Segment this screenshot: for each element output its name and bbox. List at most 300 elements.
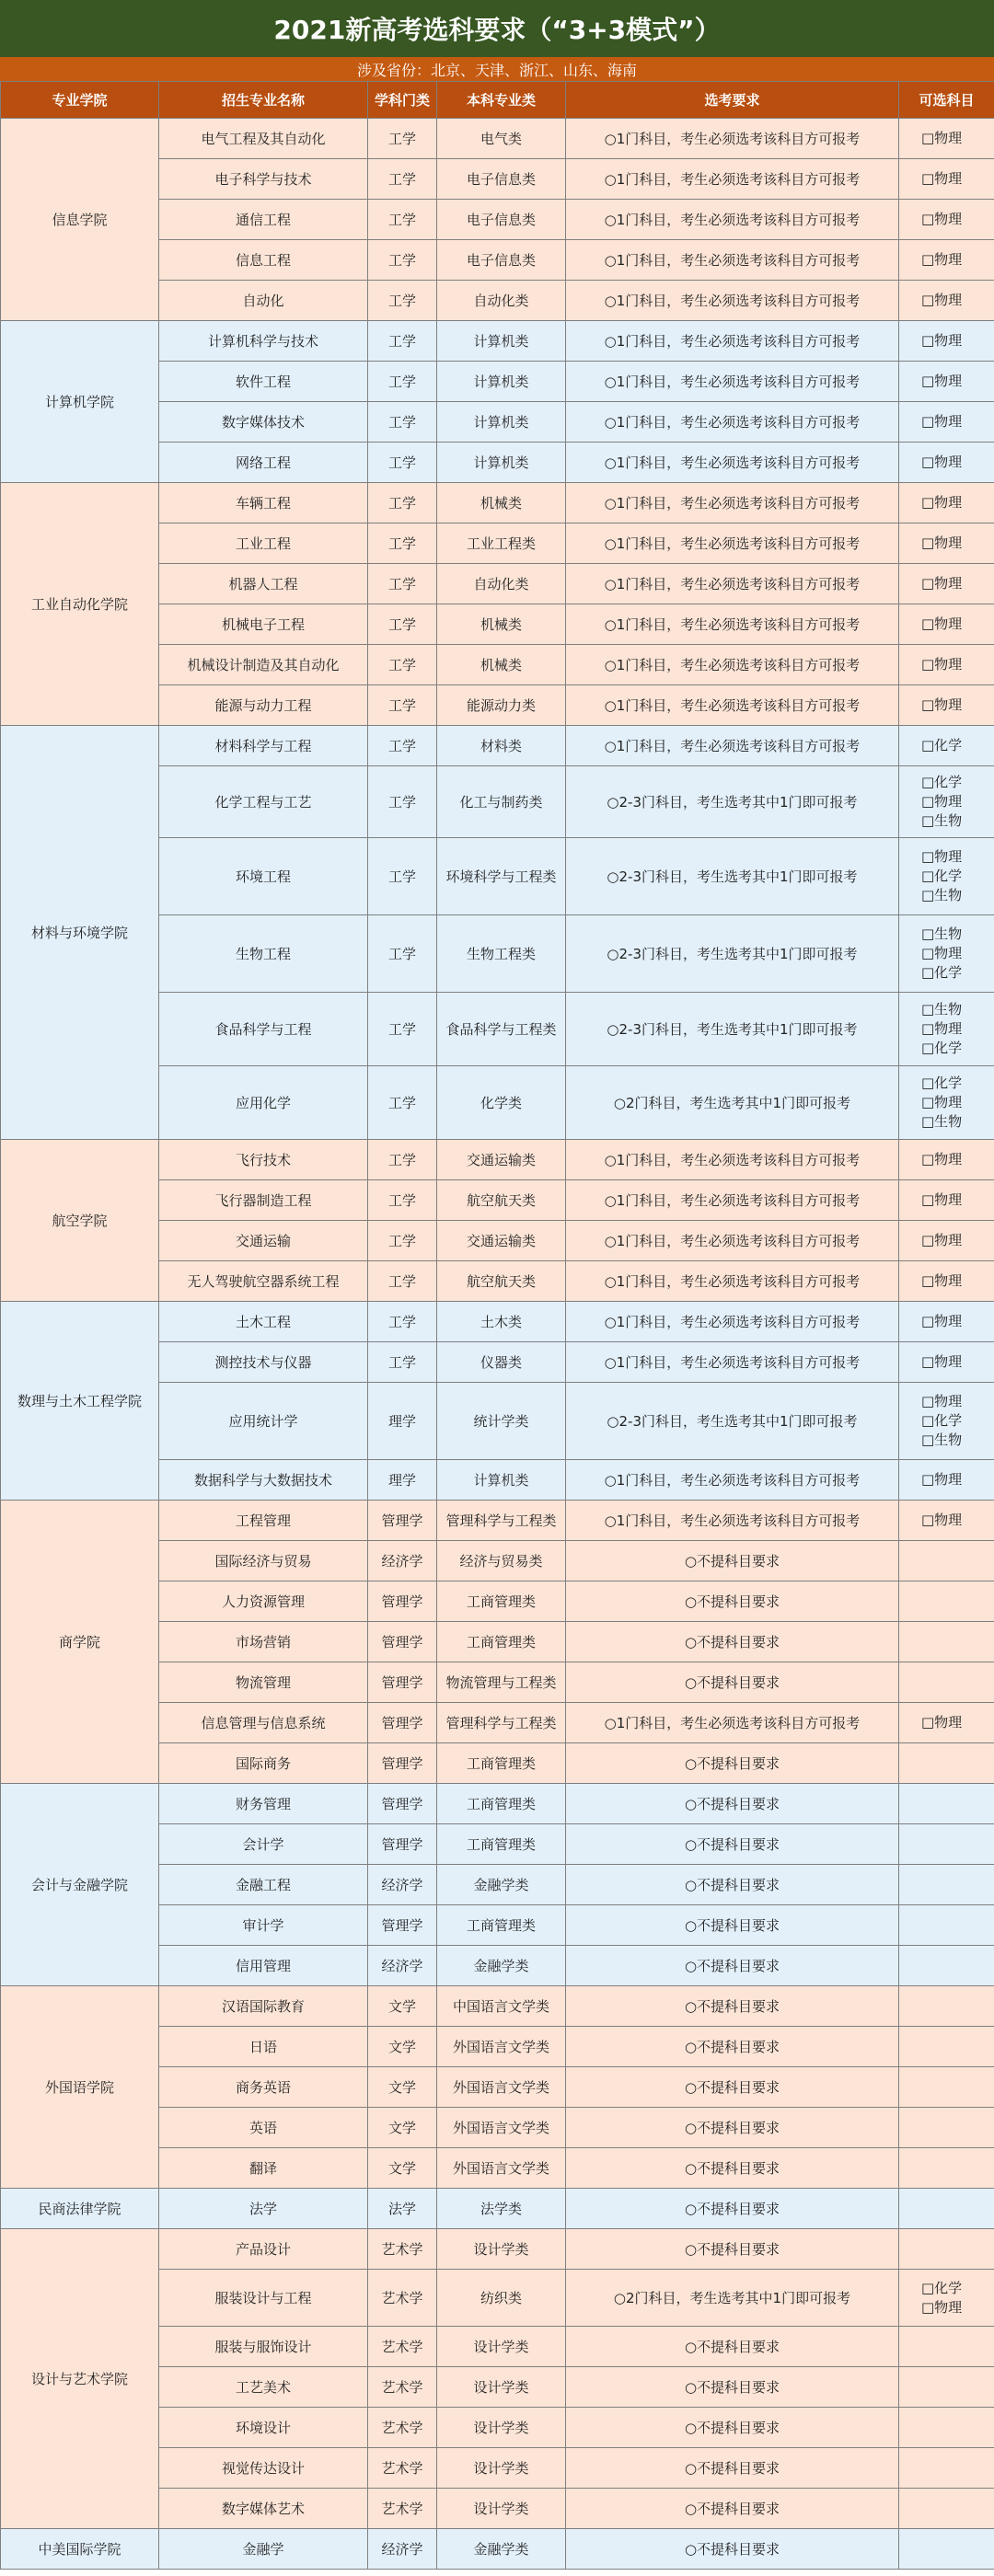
- requirement-cell: ○1门科目，考生必须选考该科目方可报考: [566, 1180, 899, 1221]
- subject-option: □生物: [921, 1432, 963, 1448]
- category-cell: 化学类: [437, 1066, 566, 1140]
- field-cell: 经济学: [368, 1865, 437, 1905]
- field-cell: 艺术学: [368, 2327, 437, 2367]
- subjects-cell: [899, 362, 994, 402]
- category-cell: 金融学类: [437, 1946, 566, 1986]
- subjects-cell: [899, 240, 994, 281]
- subject-option: □物理: [921, 251, 963, 268]
- table-header-row: [1, 82, 994, 119]
- major-name-cell: 英语: [159, 2108, 368, 2148]
- requirement-cell: ○1门科目，考生必须选考该科目方可报考: [566, 564, 899, 604]
- category-cell: 工商管理类: [437, 1743, 566, 1784]
- major-name-cell: 国际商务: [159, 1743, 368, 1784]
- column-header-category: 本科专业类: [437, 82, 566, 119]
- subject-option: □物理: [921, 2298, 963, 2316]
- requirements-table: [0, 81, 994, 2570]
- college-name-cell: 材料与环境学院: [1, 726, 159, 1140]
- college-name-cell: 外国语学院: [1, 1986, 159, 2189]
- category-cell: 外国语言文学类: [437, 2148, 566, 2189]
- requirement-cell: ○2门科目，考生选考其中1门即可报考: [566, 1066, 899, 1140]
- category-cell: 食品科学与工程类: [437, 993, 566, 1066]
- field-cell: 工学: [368, 1221, 437, 1261]
- requirement-cell: ○不提科目要求: [566, 2027, 899, 2067]
- requirement-cell: ○1门科目，考生必须选考该科目方可报考: [566, 645, 899, 685]
- subjects-cell: [899, 1703, 994, 1743]
- major-name-cell: 能源与动力工程: [159, 685, 368, 726]
- field-cell: 工学: [368, 838, 437, 915]
- category-cell: 法学类: [437, 2189, 566, 2229]
- major-name-cell: 信息工程: [159, 240, 368, 281]
- category-cell: 化工与制药类: [437, 766, 566, 838]
- college-name-cell: 航空学院: [1, 1140, 159, 1302]
- subject-option: □物理: [921, 1272, 963, 1289]
- category-cell: 纺织类: [437, 2270, 566, 2327]
- subjects-cell: [899, 1342, 994, 1383]
- subject-option: □物理: [921, 1393, 963, 1409]
- category-cell: 管理科学与工程类: [437, 1501, 566, 1541]
- category-cell: 材料类: [437, 726, 566, 766]
- subject-option: □物理: [921, 1020, 963, 1037]
- requirement-cell: ○2-3门科目，考生选考其中1门即可报考: [566, 766, 899, 838]
- field-cell: 管理学: [368, 1662, 437, 1703]
- subject-option: □物理: [921, 575, 963, 592]
- field-cell: 管理学: [368, 1824, 437, 1865]
- table-row: [1, 1140, 994, 1180]
- requirement-cell: ○不提科目要求: [566, 1662, 899, 1703]
- major-name-cell: 工业工程: [159, 523, 368, 564]
- requirement-cell: ○不提科目要求: [566, 2189, 899, 2229]
- requirement-cell: ○1门科目，考生必须选考该科目方可报考: [566, 200, 899, 240]
- category-cell: 计算机类: [437, 402, 566, 443]
- subjects-cell: [899, 1865, 994, 1905]
- major-name-cell: 服装设计与工程: [159, 2270, 368, 2327]
- table-body: [1, 119, 994, 2570]
- category-cell: 设计学类: [437, 2229, 566, 2270]
- subjects-cell: [899, 685, 994, 726]
- field-cell: 管理学: [368, 1581, 437, 1622]
- region-banner: [0, 57, 994, 81]
- major-name-cell: 财务管理: [159, 1784, 368, 1824]
- requirement-cell: ○1门科目，考生必须选考该科目方可报考: [566, 523, 899, 564]
- category-cell: 航空航天类: [437, 1261, 566, 1302]
- table-row: [1, 2189, 994, 2229]
- requirement-cell: ○1门科目，考生必须选考该科目方可报考: [566, 1221, 899, 1261]
- requirement-cell: ○2-3门科目，考生选考其中1门即可报考: [566, 915, 899, 993]
- requirement-cell: ○1门科目，考生必须选考该科目方可报考: [566, 1261, 899, 1302]
- subjects-cell: [899, 523, 994, 564]
- field-cell: 艺术学: [368, 2448, 437, 2489]
- category-cell: 管理科学与工程类: [437, 1703, 566, 1743]
- major-name-cell: 材料科学与工程: [159, 726, 368, 766]
- subjects-cell: [899, 2489, 994, 2529]
- category-cell: 外国语言文学类: [437, 2108, 566, 2148]
- field-cell: 艺术学: [368, 2229, 437, 2270]
- title-text: 2021新高考选科要求（“3+3模式”）: [273, 15, 721, 45]
- field-cell: 工学: [368, 993, 437, 1066]
- field-cell: 文学: [368, 1986, 437, 2027]
- field-cell: 工学: [368, 645, 437, 685]
- subjects-cell: [899, 483, 994, 523]
- category-cell: 计算机类: [437, 443, 566, 483]
- category-cell: 工商管理类: [437, 1581, 566, 1622]
- subjects-cell: [899, 1541, 994, 1581]
- major-name-cell: 飞行器制造工程: [159, 1180, 368, 1221]
- subject-option: □化学: [921, 2279, 963, 2296]
- requirement-cell: ○1门科目，考生必须选考该科目方可报考: [566, 604, 899, 645]
- field-cell: 文学: [368, 2067, 437, 2108]
- requirement-cell: ○不提科目要求: [566, 1905, 899, 1946]
- subject-option: □物理: [921, 793, 963, 810]
- category-cell: 工商管理类: [437, 1905, 566, 1946]
- field-cell: 工学: [368, 685, 437, 726]
- field-cell: 工学: [368, 523, 437, 564]
- column-header-major: 招生专业名称: [159, 82, 368, 119]
- subjects-cell: [899, 1066, 994, 1140]
- subjects-cell: [899, 1905, 994, 1946]
- category-cell: 自动化类: [437, 564, 566, 604]
- requirement-cell: ○1门科目，考生必须选考该科目方可报考: [566, 726, 899, 766]
- requirement-cell: ○不提科目要求: [566, 1865, 899, 1905]
- subject-option: □物理: [921, 615, 963, 632]
- column-header-field: 学科门类: [368, 82, 437, 119]
- field-cell: 工学: [368, 362, 437, 402]
- field-cell: 工学: [368, 119, 437, 159]
- table-row: [1, 1986, 994, 2027]
- category-cell: 外国语言文学类: [437, 2027, 566, 2067]
- subject-option: □物理: [921, 1714, 963, 1731]
- subject-option: □化学: [921, 737, 963, 753]
- major-name-cell: 应用统计学: [159, 1383, 368, 1460]
- subject-option: □生物: [921, 887, 963, 903]
- major-name-cell: 电子科学与技术: [159, 159, 368, 200]
- major-name-cell: 会计学: [159, 1824, 368, 1865]
- major-name-cell: 车辆工程: [159, 483, 368, 523]
- column-header-requirement: 选考要求: [566, 82, 899, 119]
- requirement-cell: ○不提科目要求: [566, 2489, 899, 2529]
- college-name-cell: 民商法律学院: [1, 2189, 159, 2229]
- major-name-cell: 飞行技术: [159, 1140, 368, 1180]
- field-cell: 工学: [368, 604, 437, 645]
- major-name-cell: 软件工程: [159, 362, 368, 402]
- subjects-cell: [899, 564, 994, 604]
- subject-option: □生物: [921, 1001, 963, 1018]
- subject-option: □化学: [921, 1040, 963, 1056]
- major-name-cell: 电气工程及其自动化: [159, 119, 368, 159]
- major-name-cell: 服装与服饰设计: [159, 2327, 368, 2367]
- subject-option: □物理: [921, 292, 963, 308]
- category-cell: 生物工程类: [437, 915, 566, 993]
- category-cell: 电子信息类: [437, 200, 566, 240]
- subject-option: □物理: [921, 454, 963, 470]
- major-name-cell: 日语: [159, 2027, 368, 2067]
- category-cell: 机械类: [437, 483, 566, 523]
- subjects-cell: [899, 1460, 994, 1501]
- subject-option: □物理: [921, 656, 963, 673]
- requirement-cell: ○2-3门科目，考生选考其中1门即可报考: [566, 993, 899, 1066]
- category-cell: 金融学类: [437, 1865, 566, 1905]
- subjects-cell: [899, 1302, 994, 1342]
- subject-option: □物理: [921, 535, 963, 551]
- subject-option: □物理: [921, 373, 963, 389]
- subject-option: □物理: [921, 1313, 963, 1329]
- field-cell: 文学: [368, 2148, 437, 2189]
- requirement-cell: ○1门科目，考生必须选考该科目方可报考: [566, 443, 899, 483]
- requirement-cell: ○不提科目要求: [566, 2148, 899, 2189]
- major-name-cell: 金融学: [159, 2529, 368, 2570]
- table-row: [1, 726, 994, 766]
- subjects-cell: [899, 2529, 994, 2570]
- requirement-cell: ○不提科目要求: [566, 1743, 899, 1784]
- major-name-cell: 机器人工程: [159, 564, 368, 604]
- category-cell: 工商管理类: [437, 1622, 566, 1662]
- subjects-cell: [899, 2108, 994, 2148]
- requirement-cell: ○2-3门科目，考生选考其中1门即可报考: [566, 1383, 899, 1460]
- college-name-cell: 数理与土木工程学院: [1, 1302, 159, 1501]
- subject-option: □物理: [921, 1353, 963, 1370]
- category-cell: 统计学类: [437, 1383, 566, 1460]
- college-name-cell: 设计与艺术学院: [1, 2229, 159, 2529]
- requirement-cell: ○不提科目要求: [566, 1581, 899, 1622]
- college-name-cell: 工业自动化学院: [1, 483, 159, 726]
- requirement-cell: ○1门科目，考生必须选考该科目方可报考: [566, 1302, 899, 1342]
- subjects-cell: [899, 443, 994, 483]
- major-name-cell: 国际经济与贸易: [159, 1541, 368, 1581]
- category-cell: 机械类: [437, 645, 566, 685]
- subject-option: □物理: [921, 211, 963, 227]
- major-name-cell: 网络工程: [159, 443, 368, 483]
- major-name-cell: 信用管理: [159, 1946, 368, 1986]
- subject-option: □物理: [921, 696, 963, 713]
- subject-option: □生物: [921, 812, 963, 829]
- major-name-cell: 法学: [159, 2189, 368, 2229]
- field-cell: 经济学: [368, 2529, 437, 2570]
- table-row: [1, 321, 994, 362]
- requirement-cell: ○不提科目要求: [566, 2327, 899, 2367]
- major-name-cell: 环境工程: [159, 838, 368, 915]
- field-cell: 工学: [368, 1342, 437, 1383]
- major-name-cell: 商务英语: [159, 2067, 368, 2108]
- field-cell: 工学: [368, 1066, 437, 1140]
- subjects-cell: [899, 1946, 994, 1986]
- college-name-cell: 中美国际学院: [1, 2529, 159, 2570]
- major-name-cell: 食品科学与工程: [159, 993, 368, 1066]
- subject-option: □物理: [921, 332, 963, 349]
- requirement-cell: ○不提科目要求: [566, 2229, 899, 2270]
- field-cell: 工学: [368, 1140, 437, 1180]
- category-cell: 工业工程类: [437, 523, 566, 564]
- requirement-cell: ○不提科目要求: [566, 1784, 899, 1824]
- subjects-cell: [899, 2367, 994, 2408]
- subject-option: □物理: [921, 1151, 963, 1167]
- subjects-cell: [899, 2448, 994, 2489]
- major-name-cell: 通信工程: [159, 200, 368, 240]
- category-cell: 自动化类: [437, 281, 566, 321]
- subjects-cell: [899, 1261, 994, 1302]
- category-cell: 交通运输类: [437, 1221, 566, 1261]
- table-row: [1, 1501, 994, 1541]
- category-cell: 经济与贸易类: [437, 1541, 566, 1581]
- requirement-cell: ○1门科目，考生必须选考该科目方可报考: [566, 119, 899, 159]
- subjects-cell: [899, 2067, 994, 2108]
- subject-option: □物理: [921, 1512, 963, 1528]
- college-name-cell: 计算机学院: [1, 321, 159, 483]
- subjects-cell: [899, 838, 994, 915]
- field-cell: 文学: [368, 2108, 437, 2148]
- major-name-cell: 市场营销: [159, 1622, 368, 1662]
- subjects-cell: [899, 645, 994, 685]
- category-cell: 设计学类: [437, 2489, 566, 2529]
- category-cell: 航空航天类: [437, 1180, 566, 1221]
- subjects-cell: [899, 1662, 994, 1703]
- subjects-cell: [899, 2270, 994, 2327]
- subject-option: □化学: [921, 774, 963, 790]
- major-name-cell: 数字媒体艺术: [159, 2489, 368, 2529]
- subject-option: □物理: [921, 1094, 963, 1110]
- page-title: [0, 0, 994, 57]
- category-cell: 计算机类: [437, 362, 566, 402]
- major-name-cell: 无人驾驶航空器系统工程: [159, 1261, 368, 1302]
- subjects-cell: [899, 915, 994, 993]
- category-cell: 机械类: [437, 604, 566, 645]
- field-cell: 经济学: [368, 1946, 437, 1986]
- major-name-cell: 土木工程: [159, 1302, 368, 1342]
- field-cell: 管理学: [368, 1784, 437, 1824]
- field-cell: 管理学: [368, 1703, 437, 1743]
- subject-option: □物理: [921, 170, 963, 187]
- major-name-cell: 数据科学与大数据技术: [159, 1460, 368, 1501]
- category-cell: 土木类: [437, 1302, 566, 1342]
- subjects-cell: [899, 2148, 994, 2189]
- subject-option: □物理: [921, 413, 963, 430]
- subjects-cell: [899, 1986, 994, 2027]
- subject-option: □化学: [921, 868, 963, 884]
- field-cell: 工学: [368, 281, 437, 321]
- subjects-cell: [899, 1180, 994, 1221]
- requirement-cell: ○1门科目，考生必须选考该科目方可报考: [566, 362, 899, 402]
- subject-option: □物理: [921, 130, 963, 146]
- subjects-cell: [899, 119, 994, 159]
- subject-option: □生物: [921, 926, 963, 942]
- requirement-cell: ○不提科目要求: [566, 2448, 899, 2489]
- requirement-cell: ○1门科目，考生必须选考该科目方可报考: [566, 1501, 899, 1541]
- field-cell: 工学: [368, 915, 437, 993]
- requirement-cell: ○不提科目要求: [566, 2529, 899, 2570]
- major-name-cell: 应用化学: [159, 1066, 368, 1140]
- subjects-cell: [899, 2408, 994, 2448]
- table-row: [1, 1302, 994, 1342]
- requirement-cell: ○不提科目要求: [566, 1541, 899, 1581]
- major-name-cell: 工程管理: [159, 1501, 368, 1541]
- subjects-cell: [899, 2189, 994, 2229]
- major-name-cell: 汉语国际教育: [159, 1986, 368, 2027]
- requirement-cell: ○不提科目要求: [566, 1946, 899, 1986]
- major-name-cell: 交通运输: [159, 1221, 368, 1261]
- field-cell: 工学: [368, 321, 437, 362]
- column-header-subjects: 可选科目: [899, 82, 994, 119]
- subjects-cell: [899, 1824, 994, 1865]
- subject-option: □化学: [921, 1412, 963, 1429]
- requirement-cell: ○1门科目，考生必须选考该科目方可报考: [566, 1703, 899, 1743]
- requirement-cell: ○不提科目要求: [566, 1824, 899, 1865]
- field-cell: 经济学: [368, 1541, 437, 1581]
- subjects-cell: [899, 2027, 994, 2067]
- field-cell: 工学: [368, 1180, 437, 1221]
- subjects-cell: [899, 2327, 994, 2367]
- subjects-cell: [899, 1743, 994, 1784]
- major-name-cell: 审计学: [159, 1905, 368, 1946]
- field-cell: 管理学: [368, 1743, 437, 1784]
- major-name-cell: 人力资源管理: [159, 1581, 368, 1622]
- field-cell: 艺术学: [368, 2367, 437, 2408]
- subjects-cell: [899, 2229, 994, 2270]
- major-name-cell: 化学工程与工艺: [159, 766, 368, 838]
- field-cell: 管理学: [368, 1905, 437, 1946]
- requirement-cell: ○1门科目，考生必须选考该科目方可报考: [566, 159, 899, 200]
- major-name-cell: 翻译: [159, 2148, 368, 2189]
- field-cell: 理学: [368, 1460, 437, 1501]
- field-cell: 工学: [368, 766, 437, 838]
- major-name-cell: 数字媒体技术: [159, 402, 368, 443]
- field-cell: 理学: [368, 1383, 437, 1460]
- requirement-cell: ○不提科目要求: [566, 2367, 899, 2408]
- requirement-cell: ○不提科目要求: [566, 2108, 899, 2148]
- category-cell: 环境科学与工程类: [437, 838, 566, 915]
- subject-option: □物理: [921, 1232, 963, 1248]
- category-cell: 工商管理类: [437, 1824, 566, 1865]
- subjects-cell: [899, 1581, 994, 1622]
- requirement-cell: ○不提科目要求: [566, 2067, 899, 2108]
- requirement-cell: ○1门科目，考生必须选考该科目方可报考: [566, 1460, 899, 1501]
- major-name-cell: 环境设计: [159, 2408, 368, 2448]
- requirement-cell: ○1门科目，考生必须选考该科目方可报考: [566, 240, 899, 281]
- subjects-cell: [899, 281, 994, 321]
- field-cell: 工学: [368, 726, 437, 766]
- category-cell: 交通运输类: [437, 1140, 566, 1180]
- major-name-cell: 工艺美术: [159, 2367, 368, 2408]
- field-cell: 工学: [368, 483, 437, 523]
- major-name-cell: 金融工程: [159, 1865, 368, 1905]
- field-cell: 工学: [368, 443, 437, 483]
- category-cell: 设计学类: [437, 2367, 566, 2408]
- subjects-cell: [899, 604, 994, 645]
- major-name-cell: 自动化: [159, 281, 368, 321]
- category-cell: 能源动力类: [437, 685, 566, 726]
- subjects-cell: [899, 1501, 994, 1541]
- field-cell: 管理学: [368, 1501, 437, 1541]
- field-cell: 法学: [368, 2189, 437, 2229]
- requirement-cell: ○1门科目，考生必须选考该科目方可报考: [566, 1342, 899, 1383]
- subjects-cell: [899, 766, 994, 838]
- college-name-cell: 商学院: [1, 1501, 159, 1784]
- category-cell: 设计学类: [437, 2327, 566, 2367]
- requirement-cell: ○1门科目，考生必须选考该科目方可报考: [566, 483, 899, 523]
- category-cell: 电子信息类: [437, 159, 566, 200]
- category-cell: 中国语言文学类: [437, 1986, 566, 2027]
- region-text: 涉及省份：北京、天津、浙江、山东、海南: [356, 61, 637, 79]
- table-row: [1, 483, 994, 523]
- college-name-cell: 会计与金融学院: [1, 1784, 159, 1986]
- category-cell: 电子信息类: [437, 240, 566, 281]
- table-row: [1, 1784, 994, 1824]
- requirement-cell: ○1门科目，考生必须选考该科目方可报考: [566, 402, 899, 443]
- requirement-cell: ○不提科目要求: [566, 1986, 899, 2027]
- category-cell: 物流管理与工程类: [437, 1662, 566, 1703]
- major-name-cell: 物流管理: [159, 1662, 368, 1703]
- subjects-cell: [899, 402, 994, 443]
- major-name-cell: 计算机科学与技术: [159, 321, 368, 362]
- subject-option: □生物: [921, 1113, 963, 1130]
- field-cell: 工学: [368, 1302, 437, 1342]
